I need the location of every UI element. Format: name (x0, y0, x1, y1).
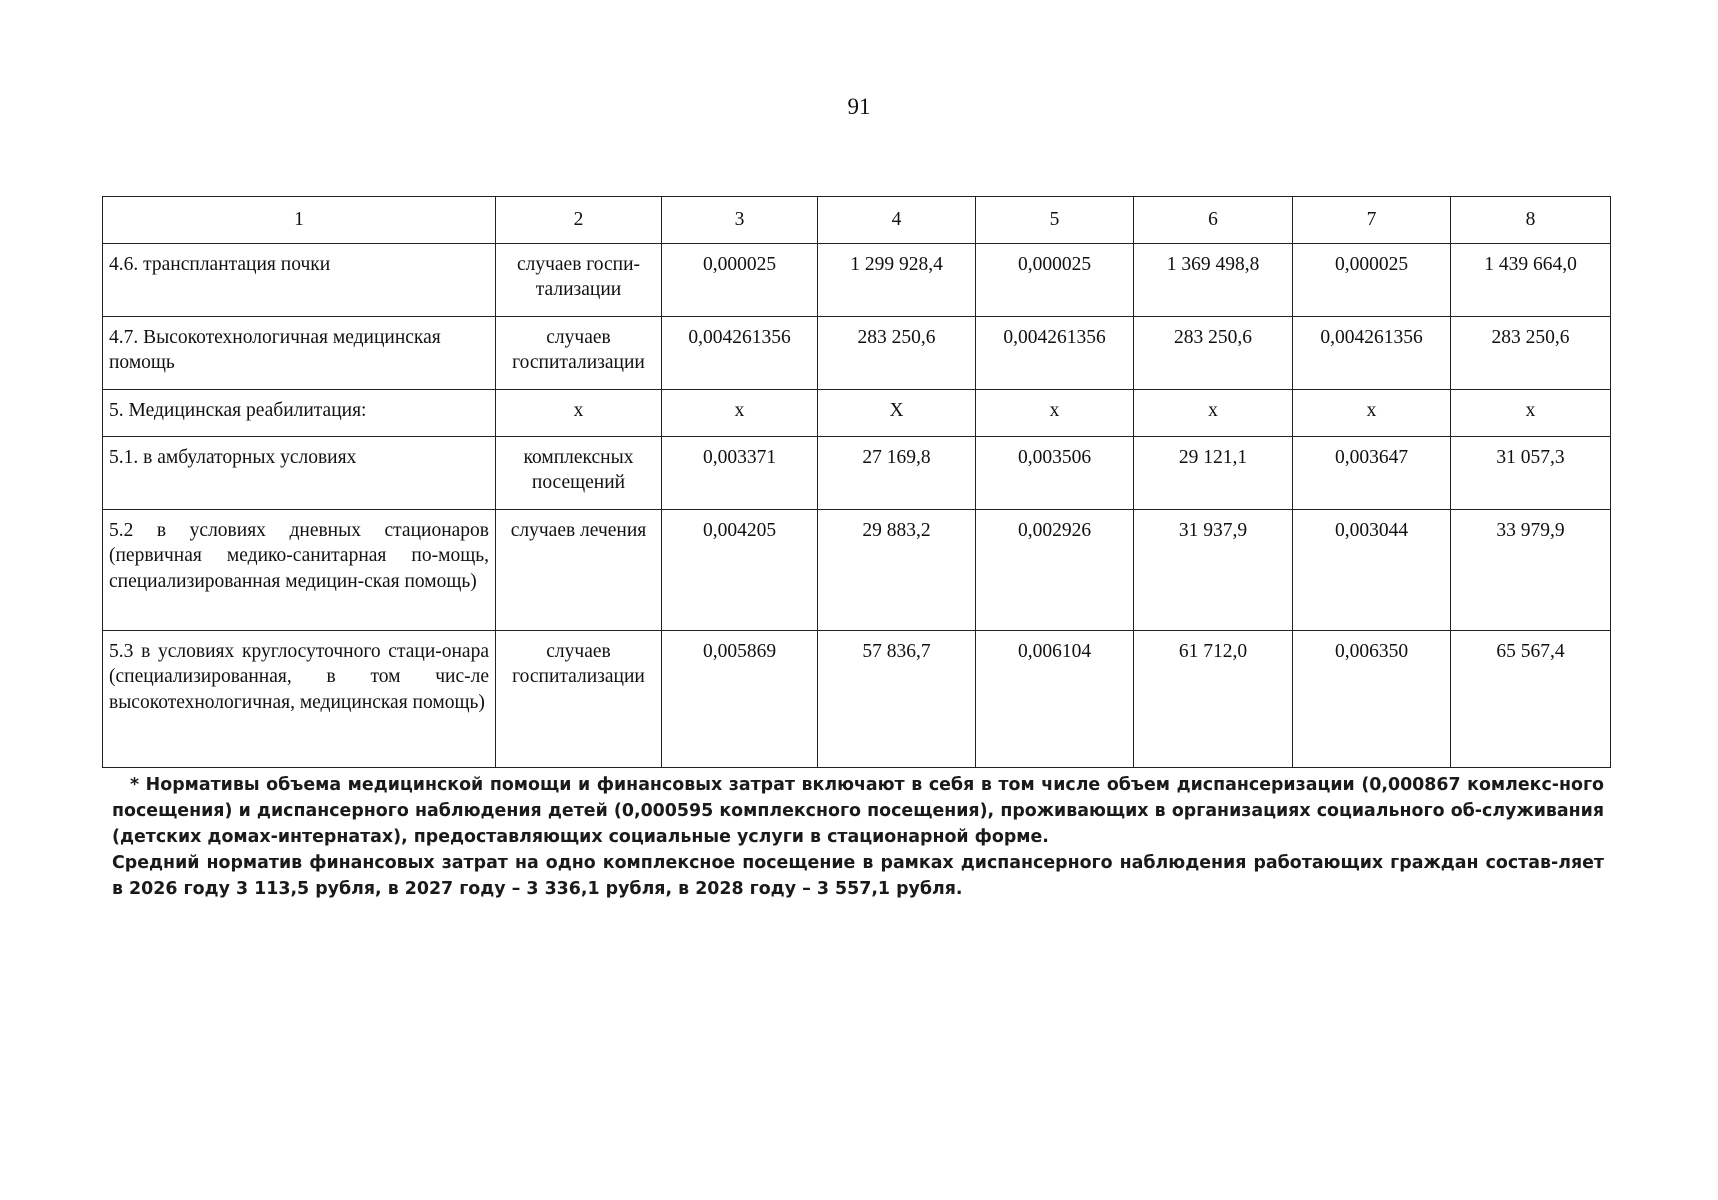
column-number: 5 (976, 197, 1134, 244)
row-value: 283 250,6 (818, 317, 976, 390)
row-value: 0,004205 (662, 510, 818, 631)
column-number: 1 (103, 197, 496, 244)
row-value: х (1293, 390, 1451, 437)
row-value: 0,003371 (662, 437, 818, 510)
row-value: Х (818, 390, 976, 437)
row-name: 5.3 в условиях круглосуточного стаци-онара (специализированная, в том чис-ле высокотехнологичная, медицинская помощь) (103, 631, 496, 768)
table-row (103, 390, 1611, 437)
footnote-norms: * Нормативы объема медицинской помощи и финансовых затрат включают в себя в том числе объем диспансеризации (0,000867 комлекс-ного посещения) и диспансерного наблюдения детей (0,000595 комплексного посещения), проживающих в организациях социального об-служивания (детских домах-интернатах), предоставляющих социальные услуги в стационарной форме. (112, 775, 1604, 848)
page-number: 91 (847, 94, 871, 119)
row-name: 4.6. трансплантация почки (103, 244, 496, 317)
row-value: 1 439 664,0 (1451, 244, 1611, 317)
row-value: 1 299 928,4 (818, 244, 976, 317)
table-row (103, 317, 1611, 390)
column-number: 6 (1134, 197, 1293, 244)
row-name: 4.7. Высокотехнологичная медицинская помощь (103, 317, 496, 390)
row-unit: случаев лечения (496, 510, 662, 631)
column-number: 2 (496, 197, 662, 244)
row-value: х (976, 390, 1134, 437)
row-value: 65 567,4 (1451, 631, 1611, 768)
row-unit: случаев госпитализации (496, 317, 662, 390)
footnote-average-cost: Средний норматив финансовых затрат на одно комплексное посещение в рамках диспансерного наблюдения работающих граждан состав-ляет в 2026 году 3 113,5 рубля, в 2027 году – 3 336,1 рубля, в 2028 году – 3 557,1 рубля. (112, 853, 1604, 900)
row-value: х (1134, 390, 1293, 437)
row-unit: случаев госпитализации (496, 631, 662, 768)
row-value: 0,002926 (976, 510, 1134, 631)
table-row (103, 631, 1611, 768)
table-row (103, 437, 1611, 510)
row-unit: х (496, 390, 662, 437)
row-unit: случаев госпи-тализации (496, 244, 662, 317)
row-value: 31 937,9 (1134, 510, 1293, 631)
row-value: 283 250,6 (1451, 317, 1611, 390)
column-number: 8 (1451, 197, 1611, 244)
row-name: 5.2 в условиях дневных стационаров (первичная медико-санитарная по-мощь, специализированная медицин-ская помощь) (103, 510, 496, 631)
row-value: 29 121,1 (1134, 437, 1293, 510)
row-value: 0,003647 (1293, 437, 1451, 510)
row-value: 0,004261356 (976, 317, 1134, 390)
row-value: 0,006104 (976, 631, 1134, 768)
row-value: 57 836,7 (818, 631, 976, 768)
row-value: 27 169,8 (818, 437, 976, 510)
row-value: 0,004261356 (662, 317, 818, 390)
row-value: 0,003044 (1293, 510, 1451, 631)
table-row (103, 244, 1611, 317)
row-name: 5. Медицинская реабилитация: (103, 390, 496, 437)
row-value: 0,003506 (976, 437, 1134, 510)
row-value: 61 712,0 (1134, 631, 1293, 768)
row-value: 0,000025 (1293, 244, 1451, 317)
row-value: 0,000025 (662, 244, 818, 317)
column-number-row (103, 197, 1611, 244)
column-number: 4 (818, 197, 976, 244)
row-value: 0,006350 (1293, 631, 1451, 768)
row-value: 31 057,3 (1451, 437, 1611, 510)
row-value: 283 250,6 (1134, 317, 1293, 390)
norms-table (102, 196, 1611, 768)
row-value: х (662, 390, 818, 437)
row-name: 5.1. в амбулаторных условиях (103, 437, 496, 510)
footnotes (112, 772, 1604, 903)
row-unit: комплексных посещений (496, 437, 662, 510)
table-row (103, 510, 1611, 631)
row-value: 33 979,9 (1451, 510, 1611, 631)
row-value: 1 369 498,8 (1134, 244, 1293, 317)
row-value: 29 883,2 (818, 510, 976, 631)
row-value: 0,005869 (662, 631, 818, 768)
row-value: 0,004261356 (1293, 317, 1451, 390)
row-value: х (1451, 390, 1611, 437)
row-value: 0,000025 (976, 244, 1134, 317)
column-number: 3 (662, 197, 818, 244)
column-number: 7 (1293, 197, 1451, 244)
